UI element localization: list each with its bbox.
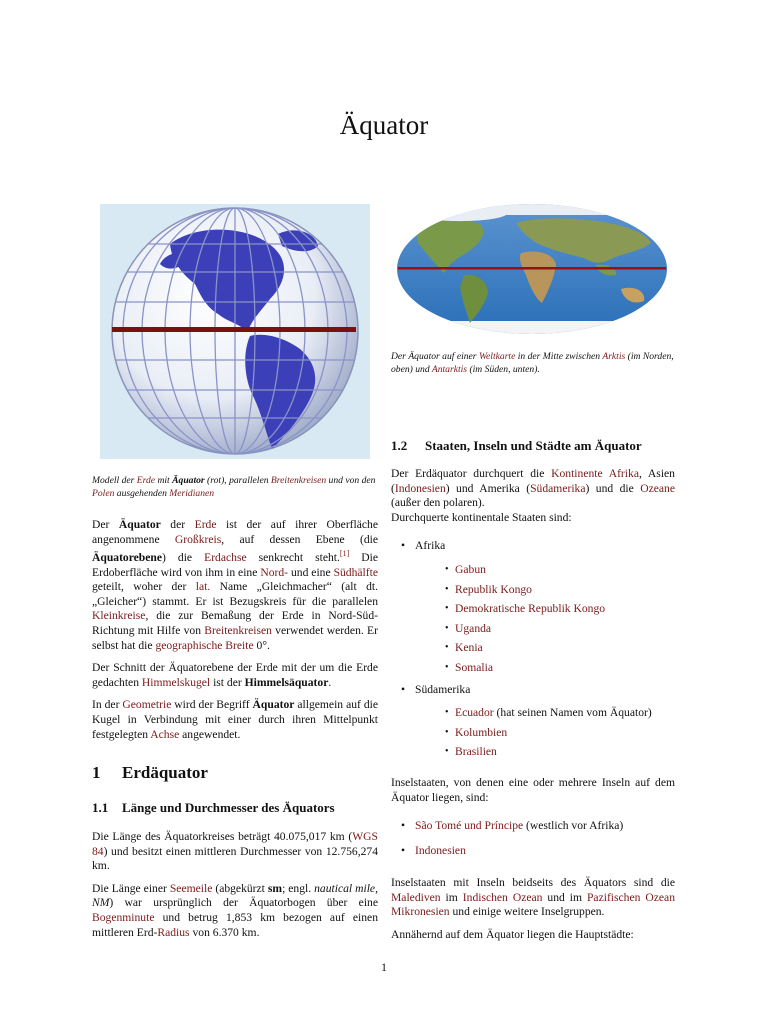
inline-link[interactable]: lat. (195, 580, 211, 594)
capitals-label: Annähernd auf dem Äquator liegen die Hauptstädte: (391, 928, 634, 942)
section-1-2-text (391, 467, 675, 951)
island-state-item[interactable]: • São Tomé und Príncipe (westlich vor Afrika) (391, 819, 675, 834)
world-map-figure (396, 203, 668, 335)
inline-link[interactable]: geographische Breite (155, 638, 254, 652)
geometry-paragraph: In der Geometrie wird der Begriff Äquator allgemein auf die Kugel in Verbindung mit einer durch ihren Mittelpunkt festgelegten Achse angewendet. (92, 698, 379, 741)
page-title: Äquator (339, 110, 429, 140)
continent-item-afrika: • Afrika • Gabun • Republik Kongo • Demokratische Republik Kongo • Uganda • Kenia • Somalia (391, 539, 675, 675)
intro-paragraph: Der Äquator der Erde ist der auf ihrer Oberfläche angenommene Großkreis, auf dessen Ebene (die Äquatorebene) die Erdachse senkrecht steht.[1] Die Erdoberfläche wird von ihm in eine Nord- und eine Südhälfte geteilt, woher der lat. Name „Gleichmacher“ (alt dt. „Gleicher“) stammt. Er ist Bezugskreis für die parallelen Kleinkreise, die zur Bemaßung der Erde in Nord-Süd-Richtung mit Hilfe von Breitenkreisen verwendet werden. Er selbst hat die geographische Breite 0°. (92, 518, 379, 652)
inline-link[interactable]: Polen (92, 488, 115, 499)
inline-link[interactable]: Nord- (260, 565, 289, 579)
inline-link[interactable]: Erdachse (204, 551, 247, 565)
bold-term: Himmelsäquator (244, 675, 329, 689)
inline-link[interactable]: Pazifischen Ozean (586, 890, 675, 904)
inline-link[interactable]: Achse (150, 727, 180, 741)
island-states-both-sides: Inselstaaten mit Inseln beidseits des Äquators sind die Malediven im Indischen Ozean und im Pazifischen Ozean Mikronesien und einige weitere Inselgruppen. (391, 876, 675, 919)
country-item[interactable]: • Republik Kongo (415, 583, 675, 598)
section-1-1-text (92, 830, 378, 948)
country-item[interactable]: • Ecuador (hat seinen Namen vom Äquator) (415, 706, 675, 721)
inline-link[interactable]: Erde (136, 475, 156, 486)
country-list-suedamerika (415, 706, 675, 760)
continents-paragraph: Der Erdäquator durchquert die Kontinente Afrika, Asien (Indonesien) und Amerika (Südamerika) und die Ozeane (außer den polaren). Durchquerte kontinentale Staaten sind: (391, 467, 675, 524)
country-item[interactable]: • Kenia (415, 641, 675, 656)
inline-link[interactable]: Ozeane (640, 481, 675, 495)
inline-link[interactable]: Breitenkreisen (270, 475, 327, 486)
inline-link[interactable]: Weltkarte (478, 351, 516, 362)
bold-term: sm (267, 881, 283, 895)
inline-link[interactable]: Indischen Ozean (462, 890, 543, 904)
globe-image (100, 204, 370, 459)
section-heading-1-1: 1.1 Länge und Durchmesser des Äquators (92, 800, 335, 815)
length-paragraph: Die Länge des Äquatorkreises beträgt 40.075,017 km (WGS 84) und besitzt einen mittleren Durchmesser von 12.756,274 km. (92, 830, 378, 873)
inline-link[interactable]: Meridianen (169, 488, 215, 499)
inline-link[interactable]: Himmelskugel (141, 675, 211, 689)
equator-line (112, 327, 356, 332)
continent-item-suedamerika: • Südamerika • Ecuador (hat seinen Namen vom Äquator) • Kolumbien • Brasilien (391, 683, 675, 760)
intro-text (92, 518, 378, 750)
inline-link[interactable]: Breitenkreisen (204, 624, 272, 638)
emphasis-text: nautical mile, NM (92, 881, 378, 910)
inline-link[interactable]: Afrika (608, 467, 639, 480)
island-states-label: Inselstaaten, von denen eine oder mehrere Inseln auf dem Äquator liegen, sind: (391, 775, 675, 804)
inline-link[interactable]: Malediven (391, 890, 441, 904)
nautical-mile-paragraph: Die Länge einer Seemeile (abgekürzt sm; engl. nautical mile, NM) war ursprünglich der Äquatorbogen über eine Bogenminute und betrug 1,853 km bezogen auf einen mittleren Erd-Radius von 6.370 km. (92, 881, 378, 939)
inline-link[interactable]: Südamerika (530, 481, 586, 495)
page-number: 1 (381, 960, 387, 974)
inline-link[interactable]: Indonesien (394, 481, 446, 495)
country-list-afrika (415, 563, 675, 676)
inline-link[interactable]: Kleinkreise (92, 609, 146, 623)
continent-list (391, 539, 675, 760)
inline-link[interactable]: Geometrie (122, 698, 172, 712)
bold-term: Äquator (118, 518, 161, 531)
globe-figure (100, 204, 370, 459)
country-item[interactable]: • Demokratische Republik Kongo (415, 602, 675, 617)
bold-term: Äquator (172, 475, 205, 486)
inline-link[interactable]: Radius (157, 925, 190, 939)
inline-link[interactable]: Seemeile (169, 881, 213, 895)
inline-link[interactable]: Erde (194, 518, 217, 531)
inline-link[interactable]: Mikronesien (391, 905, 450, 919)
island-state-list (391, 819, 675, 858)
world-map-caption: Der Äquator auf einer Weltkarte in der Mitte zwischen Arktis (im Norden, oben) und Antarktis (im Süden, unten). (391, 351, 674, 375)
country-item[interactable]: • Somalia (415, 661, 675, 676)
bold-term: Äquatorebene (92, 551, 162, 565)
inline-link[interactable]: Antarktis (431, 364, 468, 375)
country-item[interactable]: • Uganda (415, 622, 675, 637)
island-state-item[interactable]: • Indonesien (391, 844, 675, 859)
inline-link[interactable]: [1] (339, 549, 350, 559)
section-heading-1-2: 1.2 Staaten, Inseln und Städte am Äquator (391, 438, 642, 453)
inline-link[interactable]: Arktis (602, 351, 626, 362)
world-map-image (396, 203, 668, 335)
map-equator-line (398, 267, 666, 270)
section-heading-1: 1 Erdäquator (92, 763, 208, 782)
inline-link[interactable]: Großkreis (174, 532, 222, 546)
country-item[interactable]: • Brasilien (415, 745, 675, 760)
country-item[interactable]: • Kolumbien (415, 726, 675, 741)
inline-link[interactable]: Kontinente (551, 467, 603, 480)
inline-link[interactable]: WGS 84 (92, 830, 378, 858)
celestial-paragraph: Der Schnitt der Äquatorebene der Erde mit der um die Erde gedachten Himmelskugel ist der Himmelsäquator. (92, 661, 378, 689)
inline-link[interactable]: Bogenminute (92, 910, 155, 924)
inline-link[interactable]: Südhälfte (333, 565, 378, 579)
bold-term: Äquator (252, 698, 295, 712)
country-item[interactable]: • Gabun (415, 563, 675, 578)
globe-caption: Modell der Erde mit Äquator (rot), parallelen Breitenkreisen und von den Polen ausgehenden Meridianen (92, 475, 376, 499)
